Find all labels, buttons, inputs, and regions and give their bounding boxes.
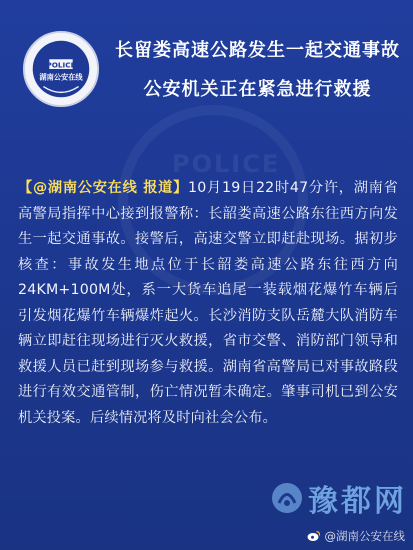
site-watermark xyxy=(270,476,407,520)
weibo-credit-text: @湖南公安在线 xyxy=(324,529,405,543)
article-text: 10月19日22时47分许，湖南省高警局指挥中心接到报警称：长韶娄高速公路东往西方向发生一起交通事故。接警后，高速交警立即赶赴现场。据初步核查：事故发生地点位于长韶娄高速公路东往西方向24KM+100M处，系一大货车追尾一装载烟花爆竹车辆后引发烟花爆竹车辆爆炸起火。长沙消防支队岳麓大队消防车辆立即赶往现场进行灭火救援，省市交警、消防部门领导和救援人员已赶到现场参与救援。湖南省高警局已对事故路段进行有效交通管制，伤亡情况暂未确定。肇事司机已到公安机关投案。后续情况将及时向社会公布。 xyxy=(18,180,398,426)
background-police-watermark: POLICE xyxy=(172,150,281,178)
site-watermark-text: 豫都网 xyxy=(308,484,407,519)
headline-line-1: 长留娄高速公路发生一起交通事故 xyxy=(115,40,400,61)
headline xyxy=(110,40,405,101)
badge-top-text: POLICE xyxy=(46,60,76,70)
police-badge-logo xyxy=(22,30,100,108)
weibo-credit xyxy=(307,528,406,544)
article-body xyxy=(18,176,398,431)
headline-line-2: 公安机关正在紧急进行救援 xyxy=(143,79,372,100)
badge-bottom-text: 湖南公安在线 xyxy=(39,72,83,82)
weibo-icon xyxy=(307,530,321,542)
article-lead: 【@湖南公安在线 报道】 xyxy=(18,180,189,196)
site-logo-icon xyxy=(270,481,304,515)
